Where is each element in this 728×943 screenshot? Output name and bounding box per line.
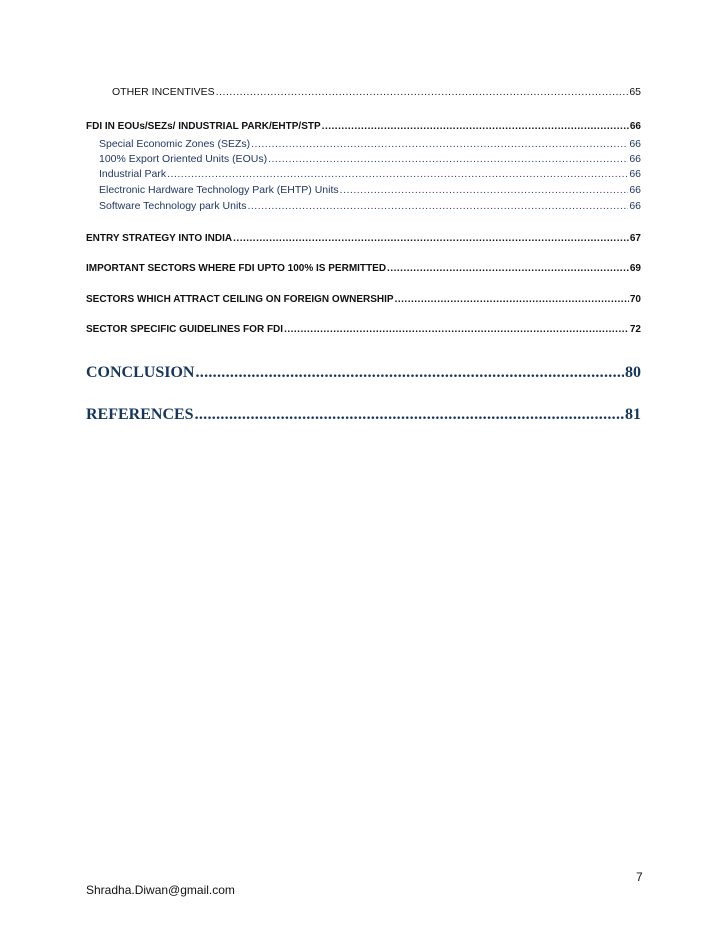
toc-entry-page: 66 xyxy=(629,121,641,132)
toc-dot-leader xyxy=(284,324,629,335)
toc-entry-eou[interactable] xyxy=(86,153,641,165)
toc-entry-page: 66 xyxy=(629,184,641,196)
toc-entry-sez[interactable] xyxy=(86,138,641,150)
toc-entry-other-incentives[interactable] xyxy=(86,86,641,98)
toc-entry-title: SECTOR SPECIFIC GUIDELINES FOR FDI xyxy=(86,324,284,335)
toc-dot-leader xyxy=(167,168,628,180)
toc-entry-page: 69 xyxy=(629,263,641,274)
toc-entry-title: IMPORTANT SECTORS WHERE FDI UPTO 100% IS PERMITTED xyxy=(86,263,387,274)
toc-dot-leader xyxy=(195,406,624,424)
toc-entry-title: SECTORS WHICH ATTRACT CEILING ON FOREIGN OWNERSHIP xyxy=(86,294,394,305)
toc-dot-leader xyxy=(340,184,629,196)
toc-dot-leader xyxy=(247,200,628,212)
toc-entry-title: Software Technology park Units xyxy=(99,200,247,212)
toc-entry-page: 66 xyxy=(629,200,641,212)
toc-dot-leader xyxy=(395,294,629,305)
toc-entry-title: OTHER INCENTIVES xyxy=(112,86,215,98)
toc-dot-leader xyxy=(195,364,624,382)
toc-dot-leader xyxy=(322,121,629,132)
toc-entry-page: 67 xyxy=(629,233,641,244)
toc-entry-sector-guidelines[interactable] xyxy=(86,324,641,335)
toc-entry-title: FDI IN EOUs/SEZs/ INDUSTRIAL PARK/EHTP/STP xyxy=(86,121,321,132)
toc-entry-page: 66 xyxy=(629,168,641,180)
toc-entry-title: Special Economic Zones (SEZs) xyxy=(99,138,251,150)
toc-dot-leader xyxy=(233,233,629,244)
toc-entry-ehtp[interactable] xyxy=(86,184,641,196)
toc-entry-page: 80 xyxy=(625,364,641,381)
toc-entry-title: Electronic Hardware Technology Park (EHTP) Units xyxy=(99,184,339,196)
toc-entry-ceiling-sectors[interactable] xyxy=(86,294,641,305)
toc-dot-leader xyxy=(251,138,628,150)
toc-entry-important-sectors[interactable] xyxy=(86,263,641,274)
toc-entry-conclusion[interactable] xyxy=(86,364,641,382)
toc-entry-page: 65 xyxy=(629,86,641,98)
toc-entry-entry-strategy[interactable] xyxy=(86,233,641,244)
toc-entry-fdi-eou[interactable] xyxy=(86,121,641,132)
footer-email: Shradha.Diwan@gmail.com xyxy=(86,883,235,897)
toc-entry-page: 81 xyxy=(625,406,641,423)
toc-entry-page: 70 xyxy=(629,294,641,305)
toc-dot-leader xyxy=(387,263,629,274)
toc-dot-leader xyxy=(268,153,628,165)
toc-entry-title: Industrial Park xyxy=(99,168,167,180)
page-number: 7 xyxy=(636,870,643,884)
toc-entry-title: ENTRY STRATEGY INTO INDIA xyxy=(86,233,233,244)
toc-dot-leader xyxy=(216,86,629,98)
toc-entry-title: CONCLUSION xyxy=(86,364,195,381)
toc-entry-stp[interactable] xyxy=(86,200,641,212)
toc-entry-title: 100% Export Oriented Units (EOUs) xyxy=(99,153,268,165)
toc-entry-industrial-park[interactable] xyxy=(86,168,641,180)
toc-entry-page: 66 xyxy=(629,138,641,150)
toc-entry-page: 66 xyxy=(629,153,641,165)
toc-entry-title: REFERENCES xyxy=(86,406,194,423)
toc-entry-page: 72 xyxy=(629,324,641,335)
toc-entry-references[interactable] xyxy=(86,406,641,424)
